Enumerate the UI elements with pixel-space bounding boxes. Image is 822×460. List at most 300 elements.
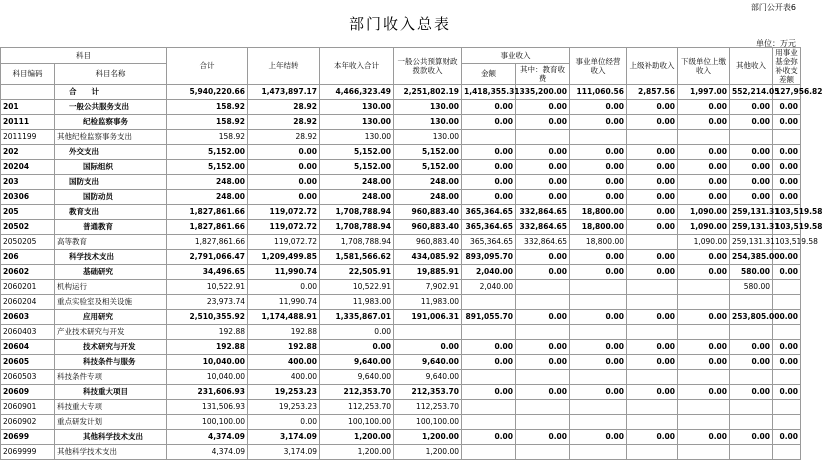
subject-name-cell: 一般公共服务支出 [55,100,167,115]
table-row [1,145,801,160]
value-cell: 248.00 [320,190,394,205]
value-cell: 1,174,488.91 [248,310,320,325]
subject-code-cell: 20502 [1,220,55,235]
value-cell: 9,640.00 [394,355,462,370]
header-of-which-education: 其中：教育收费 [516,64,570,85]
value-cell: 0.00 [516,310,570,325]
value-cell: 28.92 [248,115,320,130]
value-cell [462,415,516,430]
value-cell: 103,519.58 [773,220,801,235]
value-cell [730,130,773,145]
table-row [1,355,801,370]
subject-name-cell: 合 计 [55,85,167,100]
value-cell: 131,506.93 [167,400,248,415]
value-cell: 0.00 [570,385,627,400]
value-cell: 130.00 [394,115,462,130]
value-cell: 0.00 [678,115,730,130]
value-cell: 28.92 [248,100,320,115]
header-reserve-fund: 用事业基金弥补收支差额 [773,48,801,85]
value-cell [730,400,773,415]
value-cell [678,445,730,460]
table-row [1,205,801,220]
subject-name-cell: 科技重大项目 [55,385,167,400]
value-cell: 0.00 [570,310,627,325]
value-cell: 0.00 [627,220,678,235]
value-cell [570,295,627,310]
value-cell: 0.00 [516,385,570,400]
value-cell: 192.88 [167,325,248,340]
subject-name-cell: 技术研究与开发 [55,340,167,355]
value-cell: 0.00 [678,385,730,400]
value-cell: 130.00 [320,130,394,145]
value-cell: 0.00 [678,190,730,205]
value-cell [678,400,730,415]
value-cell: 212,353.70 [320,385,394,400]
subject-code-cell: 206 [1,250,55,265]
value-cell: 0.00 [462,190,516,205]
table-row [1,220,801,235]
value-cell [678,370,730,385]
value-cell: 158.92 [167,130,248,145]
value-cell: 0.00 [678,340,730,355]
value-cell: 1,708,788.94 [320,205,394,220]
value-cell: 1,708,788.94 [320,235,394,250]
table-row [1,160,801,175]
value-cell: 0.00 [773,340,801,355]
value-cell: 1,997.00 [678,85,730,100]
value-cell: 0.00 [627,205,678,220]
value-cell [627,235,678,250]
unit-label: 单位：万元 [756,39,796,48]
value-cell: 1,473,897.17 [248,85,320,100]
value-cell: 2,040.00 [462,280,516,295]
subject-code-cell: 20204 [1,160,55,175]
value-cell: 248.00 [320,175,394,190]
value-cell: 158.92 [167,115,248,130]
value-cell: 0.00 [773,145,801,160]
value-cell: 0.00 [570,430,627,445]
value-cell: 11,983.00 [320,295,394,310]
subject-code-cell: 202 [1,145,55,160]
value-cell: 0.00 [773,355,801,370]
value-cell: 18,800.00 [570,220,627,235]
value-cell: 112,253.70 [320,400,394,415]
value-cell: 0.00 [394,340,462,355]
value-cell: 100,100.00 [320,415,394,430]
value-cell: 0.00 [730,340,773,355]
value-cell: 119,072.72 [248,220,320,235]
subject-code-cell: 2060503 [1,370,55,385]
value-cell: 1,581,566.62 [320,250,394,265]
value-cell: 0.00 [570,145,627,160]
value-cell [773,325,801,340]
value-cell: 259,131.31 [730,205,773,220]
value-cell: 0.00 [627,430,678,445]
subject-code-cell: 20603 [1,310,55,325]
value-cell [678,325,730,340]
value-cell: 0.00 [516,175,570,190]
value-cell: 18,800.00 [570,235,627,250]
value-cell: 960,883.40 [394,220,462,235]
value-cell: 10,040.00 [167,355,248,370]
subject-name-cell: 教育支出 [55,205,167,220]
value-cell: 2,251,802.19 [394,85,462,100]
value-cell: 332,864.65 [516,220,570,235]
value-cell [570,400,627,415]
subject-code-cell: 2060902 [1,415,55,430]
value-cell: 3,174.09 [248,445,320,460]
value-cell: 365,364.65 [462,235,516,250]
table-row [1,265,801,280]
value-cell: 1,209,499.85 [248,250,320,265]
subject-name-cell: 国际组织 [55,160,167,175]
table-row [1,340,801,355]
value-cell: 0.00 [730,100,773,115]
value-cell: 0.00 [678,100,730,115]
header-subject: 科目 [1,48,167,64]
value-cell: 5,152.00 [320,160,394,175]
value-cell: 0.00 [462,385,516,400]
subject-name-cell: 科技重大专项 [55,400,167,415]
value-cell [516,370,570,385]
subject-code-cell: 205 [1,205,55,220]
subject-code-cell: 2069999 [1,445,55,460]
value-cell: 2,857.56 [627,85,678,100]
value-cell [773,370,801,385]
subject-name-cell: 科学技术支出 [55,250,167,265]
value-cell [462,400,516,415]
value-cell [516,325,570,340]
value-cell: 259,131.31 [730,220,773,235]
table-row [1,130,801,145]
value-cell: 0.00 [678,250,730,265]
value-cell [570,370,627,385]
value-cell: 0.00 [773,310,801,325]
header-current-total: 本年收入合计 [320,48,394,85]
value-cell: 0.00 [627,115,678,130]
subject-code-cell: 2060403 [1,325,55,340]
value-cell: 0.00 [516,265,570,280]
value-cell: 28.92 [248,130,320,145]
table-row [1,85,801,100]
value-cell: 0.00 [627,175,678,190]
value-cell: 127,956.82 [773,85,801,100]
value-cell [627,130,678,145]
value-cell: 1,200.00 [394,445,462,460]
subject-name-cell: 普通教育 [55,220,167,235]
value-cell: 0.00 [320,325,394,340]
value-cell [627,295,678,310]
value-cell [570,280,627,295]
value-cell: 0.00 [730,175,773,190]
subject-code-cell: 20604 [1,340,55,355]
header-superior-subsidy: 上级补助收入 [627,48,678,85]
table-row [1,415,801,430]
subject-code-cell: 201 [1,100,55,115]
value-cell: 0.00 [678,145,730,160]
subject-name-cell: 国防动员 [55,190,167,205]
value-cell [570,325,627,340]
value-cell: 2,791,066.47 [167,250,248,265]
value-cell: 130.00 [320,115,394,130]
value-cell: 552,214.05 [730,85,773,100]
value-cell: 0.00 [627,100,678,115]
value-cell [773,415,801,430]
value-cell [462,295,516,310]
value-cell: 19,253.23 [248,400,320,415]
header-total: 合计 [167,48,248,85]
value-cell: 335,200.00 [516,85,570,100]
value-cell: 0.00 [678,355,730,370]
subject-name-cell: 国防支出 [55,175,167,190]
value-cell: 1,200.00 [394,430,462,445]
value-cell: 0.00 [248,160,320,175]
value-cell: 0.00 [730,355,773,370]
value-cell: 0.00 [248,145,320,160]
value-cell: 103,519.58 [773,205,801,220]
value-cell: 9,640.00 [320,370,394,385]
value-cell: 0.00 [462,430,516,445]
value-cell: 18,800.00 [570,205,627,220]
value-cell [678,130,730,145]
value-cell: 0.00 [570,115,627,130]
value-cell: 11,983.00 [394,295,462,310]
value-cell: 2,040.00 [462,265,516,280]
value-cell: 248.00 [167,175,248,190]
value-cell: 0.00 [570,160,627,175]
value-cell: 11,990.74 [248,295,320,310]
value-cell: 130.00 [394,130,462,145]
subject-name-cell: 产业技术研究与开发 [55,325,167,340]
value-cell: 100,100.00 [394,415,462,430]
value-cell: 0.00 [627,355,678,370]
value-cell: 9,640.00 [394,370,462,385]
value-cell: 580.00 [730,265,773,280]
value-cell: 0.00 [570,175,627,190]
value-cell [516,415,570,430]
value-cell: 23,973.74 [167,295,248,310]
value-cell: 0.00 [773,175,801,190]
value-cell: 1,090.00 [678,220,730,235]
value-cell [730,325,773,340]
subject-name-cell: 其他科学技术支出 [55,445,167,460]
value-cell: 0.00 [516,430,570,445]
value-cell: 0.00 [516,100,570,115]
value-cell: 0.00 [462,175,516,190]
value-cell: 192.88 [248,325,320,340]
value-cell: 0.00 [678,430,730,445]
value-cell: 0.00 [730,160,773,175]
value-cell [773,445,801,460]
value-cell [516,400,570,415]
value-cell: 248.00 [394,190,462,205]
header-subject-code: 科目编码 [1,64,55,85]
value-cell: 0.00 [773,100,801,115]
value-cell: 0.00 [570,100,627,115]
subject-code-cell [1,85,55,100]
table-row [1,445,801,460]
value-cell: 891,055.70 [462,310,516,325]
table-row [1,175,801,190]
value-cell: 0.00 [570,250,627,265]
value-cell: 1,827,861.66 [167,235,248,250]
value-cell [773,280,801,295]
value-cell [462,445,516,460]
value-cell: 0.00 [678,310,730,325]
value-cell: 248.00 [167,190,248,205]
value-cell: 231,606.93 [167,385,248,400]
header-other-income: 其他收入 [730,48,773,85]
table-row [1,430,801,445]
value-cell: 0.00 [516,250,570,265]
subject-name-cell: 基础研究 [55,265,167,280]
value-cell: 119,072.72 [248,235,320,250]
value-cell: 0.00 [678,160,730,175]
value-cell [773,400,801,415]
income-table [0,47,822,460]
value-cell: 1,200.00 [320,445,394,460]
value-cell: 10,522.91 [320,280,394,295]
value-cell [516,280,570,295]
value-cell: 580.00 [730,280,773,295]
value-cell: 5,152.00 [394,160,462,175]
value-cell: 1,827,861.66 [167,205,248,220]
value-cell [627,370,678,385]
value-cell: 400.00 [248,355,320,370]
table-row [1,190,801,205]
table-row [1,295,801,310]
value-cell: 1,418,355.31 [462,85,516,100]
value-cell: 400.00 [248,370,320,385]
value-cell: 103,519.58 [773,235,801,250]
value-cell: 0.00 [516,190,570,205]
value-cell: 0.00 [773,250,801,265]
value-cell: 0.00 [627,340,678,355]
value-cell: 0.00 [627,265,678,280]
subject-name-cell: 其他科学技术支出 [55,430,167,445]
value-cell: 0.00 [773,115,801,130]
subject-code-cell: 203 [1,175,55,190]
value-cell: 1,090.00 [678,205,730,220]
value-cell [570,415,627,430]
value-cell [730,445,773,460]
value-cell [627,325,678,340]
value-cell: 0.00 [627,385,678,400]
table-code: 部门公开表6 [750,3,796,12]
value-cell: 0.00 [516,160,570,175]
value-cell: 5,152.00 [167,160,248,175]
subject-code-cell: 20306 [1,190,55,205]
value-cell [678,295,730,310]
value-cell: 34,496.65 [167,265,248,280]
value-cell: 0.00 [462,355,516,370]
value-cell: 212,353.70 [394,385,462,400]
value-cell: 19,253.23 [248,385,320,400]
value-cell: 0.00 [773,190,801,205]
value-cell [730,415,773,430]
value-cell: 0.00 [516,340,570,355]
value-cell: 3,174.09 [248,430,320,445]
value-cell [730,370,773,385]
value-cell [516,445,570,460]
value-cell [773,130,801,145]
value-cell: 259,131.31 [730,235,773,250]
value-cell: 0.00 [462,115,516,130]
table-row [1,100,801,115]
value-cell [730,295,773,310]
value-cell: 0.00 [773,160,801,175]
header-amount: 金额 [462,64,516,85]
header-carryover: 上年结转 [248,48,320,85]
value-cell: 0.00 [627,310,678,325]
value-cell: 5,152.00 [394,145,462,160]
value-cell: 332,864.65 [516,235,570,250]
subject-name-cell: 科技条件专项 [55,370,167,385]
subject-name-cell: 其他纪检监察事务支出 [55,130,167,145]
subject-name-cell: 重点实验室及相关设施 [55,295,167,310]
value-cell: 7,902.91 [394,280,462,295]
value-cell: 1,090.00 [678,235,730,250]
value-cell [678,280,730,295]
value-cell: 5,940,220.66 [167,85,248,100]
value-cell: 0.00 [462,340,516,355]
table-row [1,280,801,295]
value-cell: 0.00 [730,145,773,160]
subject-name-cell: 外交支出 [55,145,167,160]
value-cell [570,130,627,145]
value-cell: 0.00 [773,385,801,400]
value-cell [516,295,570,310]
value-cell: 0.00 [570,355,627,370]
value-cell: 0.00 [248,190,320,205]
value-cell: 0.00 [678,265,730,280]
value-cell: 112,253.70 [394,400,462,415]
subject-code-cell: 2060204 [1,295,55,310]
value-cell: 0.00 [678,175,730,190]
value-cell: 191,006.31 [394,310,462,325]
value-cell: 253,805.00 [730,310,773,325]
table-body [1,85,822,460]
header-subordinate-turnover: 下级单位上缴收入 [678,48,730,85]
table-row [1,370,801,385]
value-cell: 192.88 [167,340,248,355]
value-cell [773,295,801,310]
value-cell: 0.00 [516,115,570,130]
value-cell: 893,095.70 [462,250,516,265]
value-cell: 960,883.40 [394,235,462,250]
value-cell: 10,040.00 [167,370,248,385]
value-cell: 0.00 [462,160,516,175]
value-cell: 0.00 [248,415,320,430]
value-cell: 254,385.00 [730,250,773,265]
value-cell: 4,374.09 [167,430,248,445]
value-cell: 0.00 [730,190,773,205]
value-cell: 0.00 [627,145,678,160]
value-cell [627,400,678,415]
value-cell: 0.00 [730,430,773,445]
value-cell [516,130,570,145]
table-row [1,250,801,265]
value-cell: 19,885.91 [394,265,462,280]
value-cell: 434,085.92 [394,250,462,265]
subject-code-cell: 2060901 [1,400,55,415]
value-cell: 1,827,861.66 [167,220,248,235]
value-cell [627,415,678,430]
value-cell: 0.00 [773,430,801,445]
subject-code-cell: 2050205 [1,235,55,250]
page-title: 部门收入总表 [348,15,451,33]
value-cell: 0.00 [248,280,320,295]
